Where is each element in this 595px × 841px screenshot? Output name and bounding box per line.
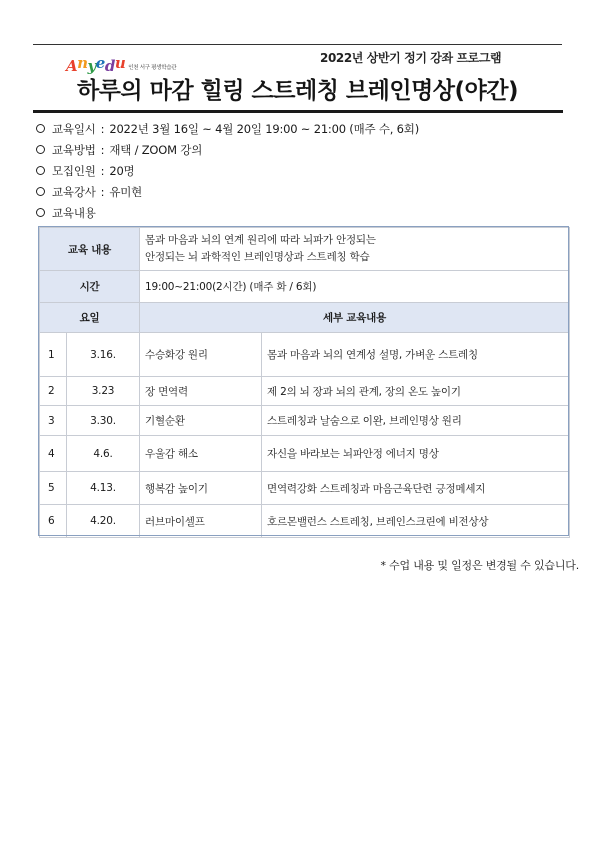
info-item-content xyxy=(36,202,566,223)
info-value: 유미현 xyxy=(109,184,143,199)
table-row xyxy=(40,406,570,436)
row-topic: 행복감 높이기 xyxy=(140,472,262,505)
row-topic: 우울감 해소 xyxy=(140,436,262,472)
program-label: 2022년 상반기 정기 강좌 프로그램 xyxy=(320,51,502,65)
table-row xyxy=(40,472,570,505)
curriculum-table xyxy=(39,227,570,538)
row-number: 2 xyxy=(40,377,67,406)
content-line-1: 몸과 마음과 뇌의 연계 원리에 따라 뇌파가 안정되는 xyxy=(145,234,376,246)
logo-subtitle: 인천 서구 평생학습관 xyxy=(128,65,177,71)
info-value: 20명 xyxy=(109,163,135,178)
info-list xyxy=(36,118,566,223)
content-line-2: 안정되는 뇌 과학적인 브레인명상과 스트레칭 학습 xyxy=(145,251,370,263)
row-topic: 수승화강 원리 xyxy=(140,333,262,377)
info-item-date: 교육일시 : 2022년 3월 16일 ~ 4월 20일 19:00 ~ 21:00 (매주 수, 6회) xyxy=(36,118,566,139)
schedule-header-row xyxy=(40,303,570,333)
row-topic: 장 면역력 xyxy=(140,377,262,406)
info-value: 재택 / ZOOM 강의 xyxy=(109,142,203,157)
circle-bullet-icon xyxy=(36,166,45,175)
logo-letter: u xyxy=(114,54,126,72)
row-date: 4.6. xyxy=(67,436,140,472)
title-underline xyxy=(33,110,563,113)
content-label: 교육 내용 xyxy=(40,228,140,271)
row-date: 4.13. xyxy=(67,472,140,505)
info-label: 교육일시 xyxy=(52,121,96,136)
row-detail: 호르몬밸런스 스트레칭, 브레인스크린에 비전상상 xyxy=(262,505,570,538)
info-value: 2022년 3월 16일 ~ 4월 20일 19:00 ~ 21:00 (매주 수, 6회) xyxy=(109,121,419,136)
info-item-capacity: 모집인원 : 20명 xyxy=(36,160,566,181)
table-row xyxy=(40,377,570,406)
info-label: 교육내용 xyxy=(52,205,96,220)
logo-letter: n xyxy=(77,54,88,72)
info-item-instructor: 교육강사 : 유미현 xyxy=(36,181,566,202)
row-number: 1 xyxy=(40,333,67,377)
logo-letter: d xyxy=(104,57,115,75)
circle-bullet-icon xyxy=(36,187,45,196)
row-topic: 기혈순환 xyxy=(140,406,262,436)
footnote: * 수업 내용 및 일정은 변경될 수 있습니다. xyxy=(380,559,579,572)
table-row xyxy=(40,505,570,538)
circle-bullet-icon xyxy=(36,124,45,133)
row-topic: 러브마이셀프 xyxy=(140,505,262,538)
row-detail: 면역력강화 스트레칭과 마음근육단련 긍정메세지 xyxy=(262,472,570,505)
row-date: 3.16. xyxy=(67,333,140,377)
row-date: 3.30. xyxy=(67,406,140,436)
table-row xyxy=(40,436,570,472)
circle-bullet-icon xyxy=(36,208,45,217)
table-row xyxy=(40,333,570,377)
row-number: 4 xyxy=(40,436,67,472)
logo-letter: e xyxy=(95,54,105,72)
info-item-method: 교육방법 : 재택 / ZOOM 강의 xyxy=(36,139,566,160)
info-label: 교육방법 xyxy=(52,142,96,157)
day-header: 요일 xyxy=(40,303,140,333)
row-detail: 스트레칭과 날숨으로 이완, 브레인명상 원리 xyxy=(262,406,570,436)
content-cell xyxy=(140,228,570,271)
row-number: 6 xyxy=(40,505,67,538)
row-detail: 몸과 마음과 뇌의 연계성 설명, 가벼운 스트레칭 xyxy=(262,333,570,377)
row-date: 4.20. xyxy=(67,505,140,538)
row-number: 3 xyxy=(40,406,67,436)
info-label: 모집인원 xyxy=(52,163,96,178)
time-row xyxy=(40,271,570,303)
row-date: 3.23 xyxy=(67,377,140,406)
info-label: 교육강사 xyxy=(52,184,96,199)
page-title: 하루의 마감 힐링 스트레칭 브레인명상(야간) xyxy=(77,78,518,104)
row-detail: 자신을 바라보는 뇌파안정 에너지 명상 xyxy=(262,436,570,472)
row-detail: 제 2의 뇌 장과 뇌의 관계, 장의 온도 높이기 xyxy=(262,377,570,406)
logo-letter: A xyxy=(66,57,78,75)
detail-header: 세부 교육내용 xyxy=(140,303,570,333)
content-row xyxy=(40,228,570,271)
top-rule xyxy=(33,44,562,45)
anyedu-logo xyxy=(66,50,176,74)
logo-letter: y xyxy=(87,57,96,75)
circle-bullet-icon xyxy=(36,145,45,154)
time-label: 시간 xyxy=(40,271,140,303)
row-number: 5 xyxy=(40,472,67,505)
time-value: 19:00~21:00(2시간) (매주 화 / 6회) xyxy=(140,271,570,303)
